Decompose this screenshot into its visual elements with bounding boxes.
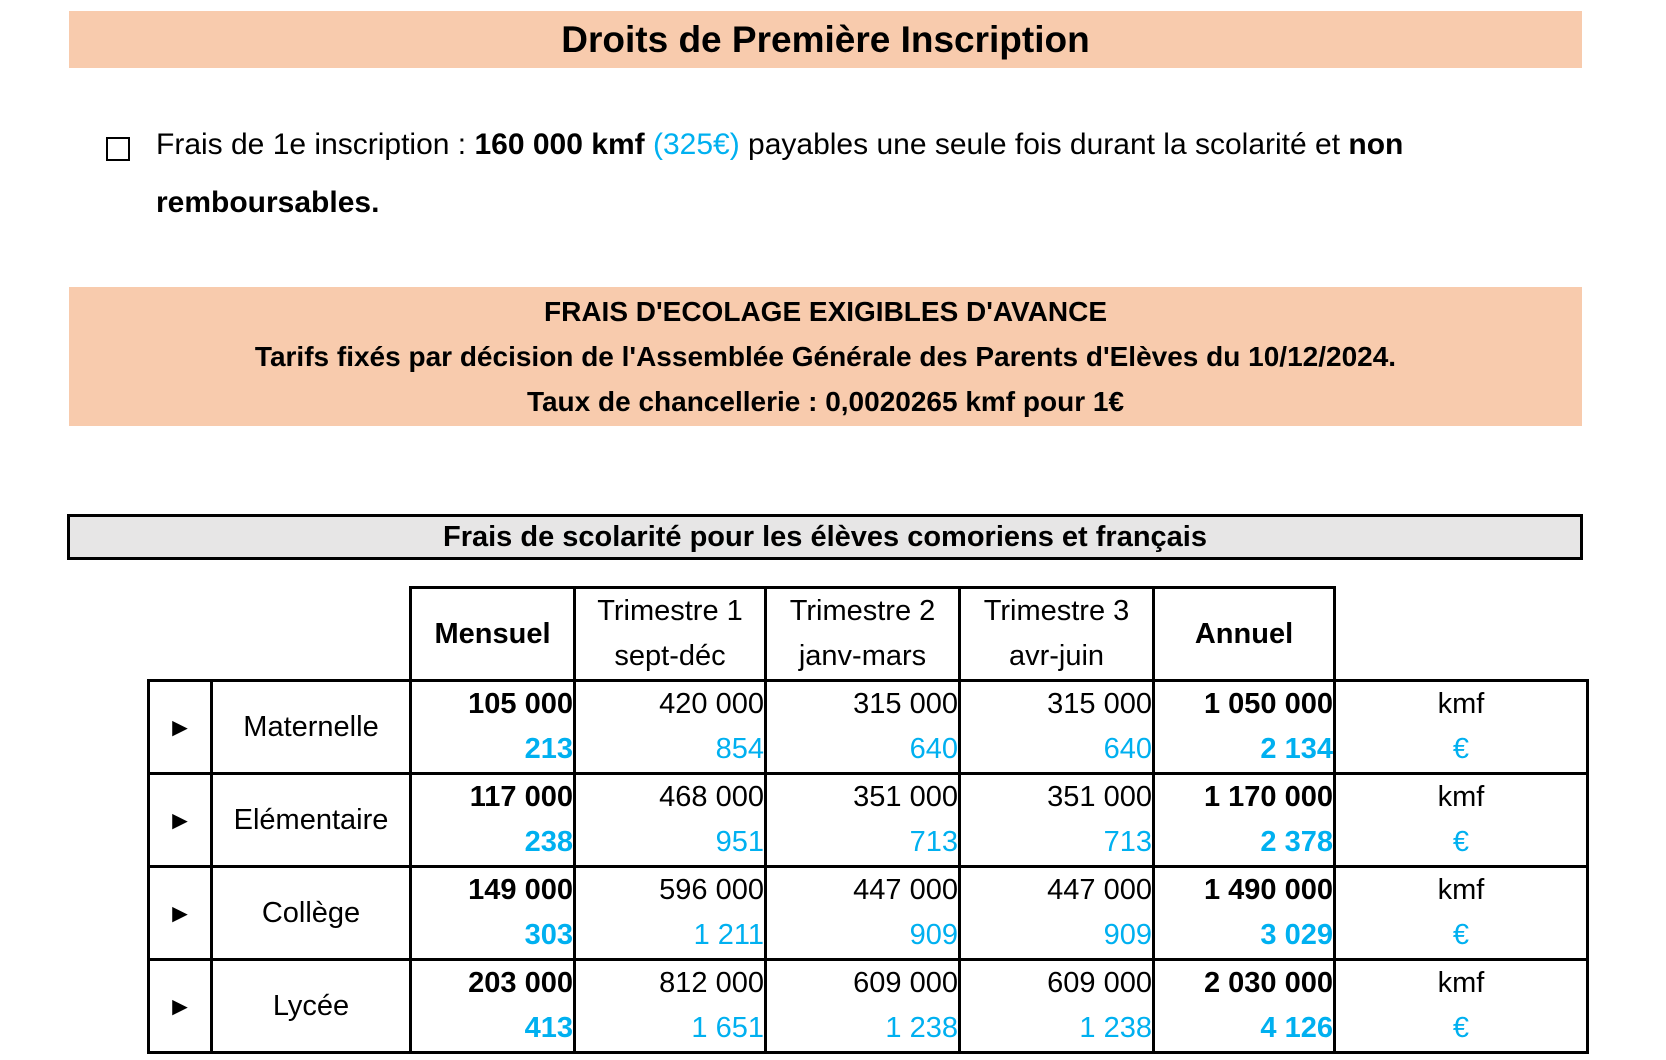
amount-t2 — [766, 960, 960, 1053]
amount-kmf: 447 000 — [853, 874, 958, 906]
amount-eur: 2 378 — [1260, 826, 1333, 858]
fees-banner-line1: FRAIS D'ECOLAGE EXIGIBLES D'AVANCE — [544, 296, 1107, 327]
header-t2 — [766, 588, 960, 681]
amount-eur: 1 651 — [691, 1012, 764, 1044]
level-label: Collège — [212, 867, 411, 960]
fees-banner-line2: Tarifs fixés par décision de l'Assemblée Générale des Parents d'Elèves du 10/12/2024. — [254, 341, 1397, 372]
amount-mensuel — [411, 681, 575, 774]
amount-eur: 2 134 — [1260, 733, 1333, 765]
header-t2-sub: janv-mars — [798, 640, 927, 672]
amount-eur: 951 — [715, 826, 764, 858]
amount-eur: 1 238 — [1079, 1012, 1152, 1044]
checkbox[interactable] — [106, 137, 130, 161]
amount-eur: 1 238 — [885, 1012, 958, 1044]
amount-eur: 713 — [909, 826, 958, 858]
amount-eur: 640 — [909, 733, 958, 765]
amount-mensuel — [411, 774, 575, 867]
amount-eur: 854 — [715, 733, 764, 765]
arrow-icon: ► — [149, 681, 212, 774]
fee-prefix: Frais de 1e inscription : — [156, 128, 475, 161]
amount-t3 — [960, 960, 1154, 1053]
header-t2-label: Trimestre 2 — [789, 595, 936, 627]
unit-eur: € — [1452, 1012, 1470, 1044]
header-t1-sub: sept-déc — [614, 640, 726, 672]
header-blank — [149, 588, 212, 681]
header-mensuel: Mensuel — [411, 588, 575, 681]
header-t1 — [575, 588, 766, 681]
arrow-icon: ► — [149, 867, 212, 960]
page-title: Droits de Première Inscription — [69, 11, 1582, 68]
amount-kmf: 315 000 — [853, 688, 958, 720]
amount-mensuel — [411, 867, 575, 960]
header-row — [149, 588, 1588, 681]
amount-kmf: 1 050 000 — [1203, 688, 1333, 720]
amount-t2 — [766, 774, 960, 867]
first-fee-text — [156, 116, 1556, 232]
fee-amount-eur: (325€) — [652, 128, 740, 161]
amount-kmf: 351 000 — [853, 781, 958, 813]
unit-kmf: kmf — [1437, 688, 1485, 720]
unit-eur: € — [1452, 919, 1470, 951]
table-row — [149, 960, 1588, 1053]
unit-cell — [1335, 681, 1588, 774]
amount-kmf: 596 000 — [659, 874, 764, 906]
amount-t1 — [575, 681, 766, 774]
amount-kmf: 2 030 000 — [1203, 967, 1333, 999]
amount-eur: 213 — [524, 733, 573, 765]
amount-eur: 713 — [1103, 826, 1152, 858]
header-blank — [1335, 588, 1588, 681]
header-blank — [212, 588, 411, 681]
amount-kmf: 351 000 — [1047, 781, 1152, 813]
amount-t3 — [960, 867, 1154, 960]
level-label: Lycée — [212, 960, 411, 1053]
amount-t2 — [766, 867, 960, 960]
unit-cell — [1335, 774, 1588, 867]
amount-kmf: 609 000 — [853, 967, 958, 999]
fee-remboursables: remboursables. — [156, 186, 380, 219]
fee-amount: 160 000 kmf — [474, 128, 645, 161]
amount-annuel — [1154, 867, 1335, 960]
table-row — [149, 867, 1588, 960]
amount-eur: 640 — [1103, 733, 1152, 765]
amount-kmf: 420 000 — [659, 688, 764, 720]
header-annuel: Annuel — [1154, 588, 1335, 681]
fees-table — [147, 586, 1589, 1054]
fees-banner — [69, 287, 1582, 426]
amount-t3 — [960, 681, 1154, 774]
amount-t2 — [766, 681, 960, 774]
fee-middle: payables une seule fois durant la scolarité et — [739, 128, 1349, 161]
amount-kmf: 468 000 — [659, 781, 764, 813]
amount-eur: 909 — [1103, 919, 1152, 951]
amount-annuel — [1154, 681, 1335, 774]
amount-kmf: 609 000 — [1047, 967, 1152, 999]
amount-kmf: 105 000 — [468, 688, 573, 720]
amount-eur: 1 211 — [693, 919, 764, 951]
header-t3-sub: avr-juin — [1008, 640, 1105, 672]
amount-eur: 413 — [524, 1012, 573, 1044]
header-t3 — [960, 588, 1154, 681]
amount-kmf: 447 000 — [1047, 874, 1152, 906]
amount-kmf: 1 170 000 — [1203, 781, 1333, 813]
amount-kmf: 1 490 000 — [1203, 874, 1333, 906]
arrow-icon: ► — [149, 774, 212, 867]
table-title: Frais de scolarité pour les élèves comoriens et français — [67, 514, 1583, 560]
unit-kmf: kmf — [1437, 967, 1485, 999]
fees-banner-line3: Taux de chancellerie : 0,0020265 kmf pour 1€ — [526, 386, 1125, 417]
header-t3-label: Trimestre 3 — [983, 595, 1130, 627]
unit-eur: € — [1452, 733, 1470, 765]
level-label: Maternelle — [212, 681, 411, 774]
unit-cell — [1335, 867, 1588, 960]
amount-t3 — [960, 774, 1154, 867]
amount-eur: 3 029 — [1260, 919, 1333, 951]
amount-eur: 303 — [524, 919, 573, 951]
amount-eur: 238 — [524, 826, 573, 858]
header-t1-label: Trimestre 1 — [597, 595, 743, 627]
amount-mensuel — [411, 960, 575, 1053]
table-row — [149, 681, 1588, 774]
amount-t1 — [575, 960, 766, 1053]
level-label: Elémentaire — [212, 774, 411, 867]
arrow-icon: ► — [149, 960, 212, 1053]
amount-kmf: 812 000 — [659, 967, 764, 999]
amount-t1 — [575, 774, 766, 867]
unit-kmf: kmf — [1437, 781, 1485, 813]
amount-annuel — [1154, 774, 1335, 867]
unit-cell — [1335, 960, 1588, 1053]
fee-non: non — [1348, 128, 1404, 161]
amount-kmf: 117 000 — [469, 781, 573, 813]
amount-kmf: 203 000 — [468, 967, 573, 999]
amount-t1 — [575, 867, 766, 960]
amount-eur: 4 126 — [1260, 1012, 1333, 1044]
amount-eur: 909 — [909, 919, 958, 951]
table-row — [149, 774, 1588, 867]
amount-kmf: 149 000 — [468, 874, 573, 906]
amount-kmf: 315 000 — [1047, 688, 1152, 720]
unit-eur: € — [1452, 826, 1470, 858]
unit-kmf: kmf — [1437, 874, 1485, 906]
amount-annuel — [1154, 960, 1335, 1053]
